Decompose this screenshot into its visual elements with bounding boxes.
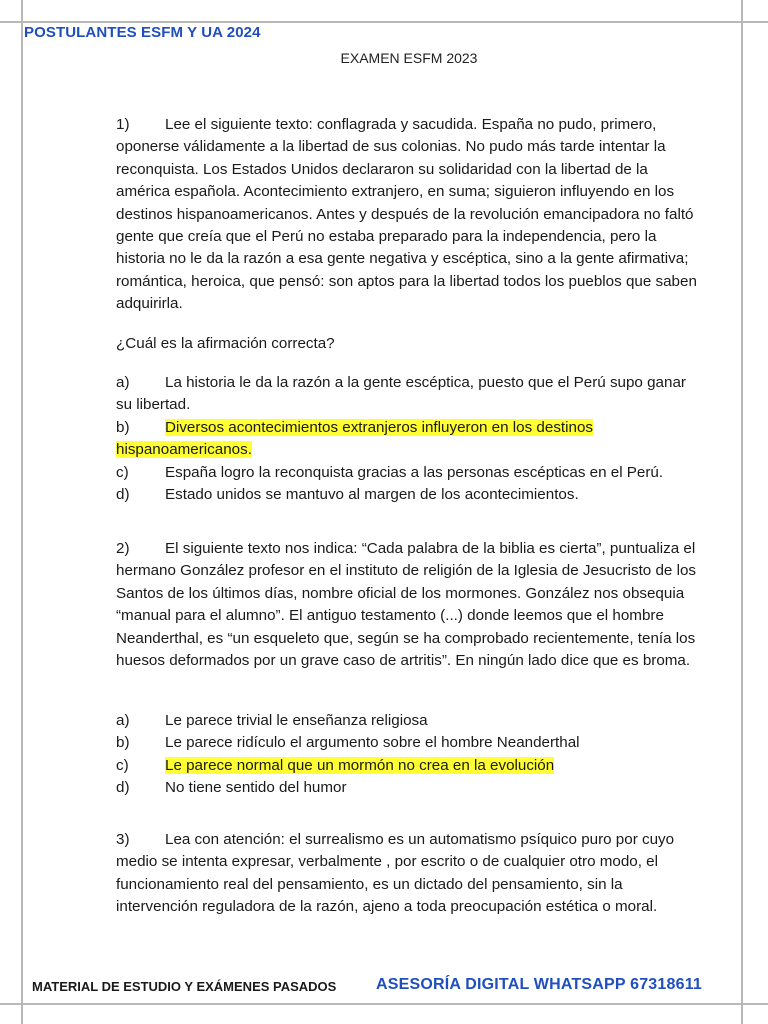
question-prompt: ¿Cuál es la afirmación correcta? (116, 335, 335, 352)
option-text: La historia le da la razón a la gente escéptica, puesto que el Perú supo ganar su libertad. (116, 374, 686, 414)
question-3 (116, 829, 706, 919)
question-1-options (116, 372, 706, 506)
option-c (116, 462, 706, 484)
question-number: 2) (116, 540, 130, 557)
option-letter: d) (116, 779, 130, 797)
question-1 (116, 114, 706, 316)
whatsapp-contact-banner: ASESORÍA DIGITAL WHATSAPP 67318611 (376, 976, 703, 993)
top-banner: POSTULANTES ESFM Y UA 2024 (24, 24, 261, 41)
left-margin-line (21, 0, 23, 1024)
option-letter: a) (116, 374, 130, 391)
exam-title: EXAMEN ESFM 2023 (340, 50, 478, 66)
question-2 (116, 538, 706, 672)
question-number: 1) (116, 116, 130, 133)
option-d (116, 777, 706, 799)
option-letter: a) (116, 712, 130, 729)
option-letter: b) (116, 734, 130, 752)
study-material-banner: MATERIAL DE ESTUDIO Y EXÁMENES PASADOS (32, 979, 337, 994)
question-number: 3) (116, 831, 130, 848)
option-a (116, 710, 706, 732)
option-letter: c) (116, 756, 129, 774)
option-text: Estado unidos se mantuvo al margen de los acontecimientos. (165, 486, 579, 504)
option-text: España logro la reconquista gracias a las personas escépticas en el Perú. (165, 463, 664, 481)
option-letter: b) (116, 418, 130, 436)
option-text: Le parece trivial le enseñanza religiosa (165, 712, 428, 729)
bottom-divider-line (0, 1003, 768, 1005)
highlighted-answer: Le parece normal que un mormón no crea en la evolución (165, 756, 555, 774)
highlighted-answer: Diversos acontecimientos extranjeros influyeron en los destinos hispanoamericanos. (116, 418, 593, 459)
option-c-correct (116, 755, 706, 777)
option-b-correct (116, 417, 706, 462)
option-d (116, 484, 706, 506)
question-2-options (116, 710, 706, 800)
right-margin-line (741, 0, 743, 1024)
option-letter: d) (116, 486, 130, 504)
question-text: Lea con atención: el surrealismo es un automatismo psíquico puro por cuyo medio se intenta expresar, verbalmente , por escrito o de cualquier otro modo, el funcionamiento real del pensamiento, es un dictado del pensamiento, sin la intervención reguladora de la razón, ajeno a toda preocupación estética o moral. (116, 831, 675, 916)
top-divider-line (0, 21, 768, 23)
option-b (116, 732, 706, 754)
question-text: El siguiente texto nos indica: “Cada palabra de la biblia es cierta”, puntualiza el hermano González profesor en el instituto de religión de la Iglesia de Jesucristo de los Santos de los últimos días, nombre oficial de los mormones. González nos obsequia “manual para el alumno”. El antiguo testamento (...) donde leemos que el hombre Neanderthal, es “un esqueleto que, según se ha comprobado recientemente, tenía los huesos deformados por un grave caso de artritis”. En ningún lado dice que es broma. (116, 540, 696, 670)
option-text: Le parece ridículo el argumento sobre el hombre Neanderthal (165, 734, 580, 752)
option-letter: c) (116, 463, 129, 481)
option-text: No tiene sentido del humor (165, 779, 347, 797)
option-a (116, 372, 706, 417)
question-text: Lee el siguiente texto: conflagrada y sacudida. España no pudo, primero, oponerse válidamente a la libertad de sus colonias. No pudo más tarde intentar la reconquista. Los Estados Unidos declararon su solidaridad con la libertad de la américa española. Acontecimiento extranjero, en suma; siguieron influyendo en los destinos hispanoamericanos. Antes y después de la revolución emancipadora no faltó gente que creía que el Perú no estaba preparado para la independencia, pero la historia no le da la razón a esa gente negativa y escéptica, sino a la gente afirmativa; romántica, heroica, que pensó: son aptos para la libertad todos los pueblos que saben adquirirla. (116, 116, 697, 313)
